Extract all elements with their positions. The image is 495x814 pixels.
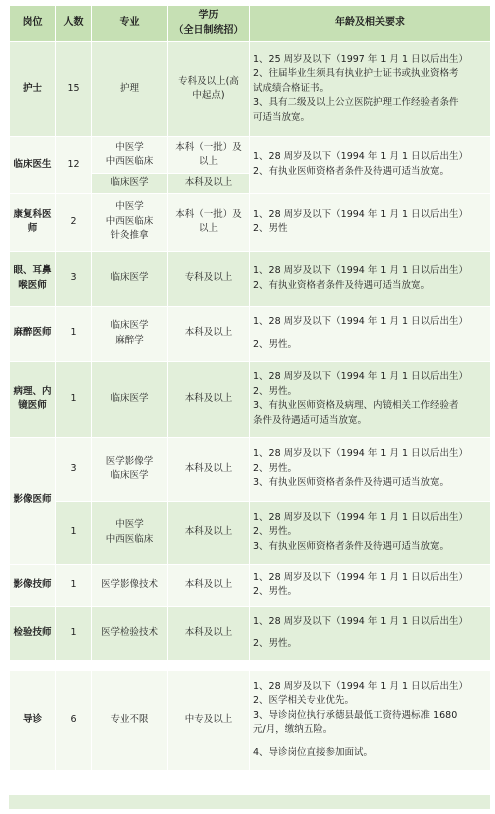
requirements-cell bbox=[250, 564, 491, 606]
count-cell: 1 bbox=[56, 361, 92, 437]
requirement-line: 1、28 周岁及以下（1994 年 1 月 1 日以后出生） bbox=[253, 316, 469, 327]
major-cell bbox=[92, 42, 168, 137]
requirement-line: 1、28 周岁及以下（1994 年 1 月 1 日以后出生） bbox=[253, 265, 469, 276]
post-cell: 病理、内镜医师 bbox=[10, 361, 56, 437]
major-cell bbox=[92, 251, 168, 306]
requirement-line: 条件及待遇适可适当放宽。 bbox=[253, 414, 368, 426]
education-line: 专科及以上 bbox=[184, 272, 233, 284]
requirement-line: 1、25 周岁及以下（1997 年 1 月 1 日以后出生） bbox=[253, 53, 469, 65]
major-line: 临床医学 bbox=[110, 272, 149, 284]
header-education bbox=[168, 6, 250, 42]
education-line: 以上 bbox=[198, 156, 218, 167]
major-line: 中西医临床 bbox=[105, 533, 154, 545]
table-row bbox=[10, 501, 491, 564]
major-line: 麻醉学 bbox=[115, 334, 144, 346]
requirement-line: 2、有执业资格者条件及待遇可适当放宽。 bbox=[253, 279, 431, 291]
education-cell bbox=[168, 670, 250, 770]
post-cell: 影像技师 bbox=[10, 564, 56, 606]
requirement-line: 3、有执业医师资格及病理、内镜相关工作经验者 bbox=[253, 400, 459, 411]
requirement-line: 3、具有二级及以上公立医院护理工作经验者条件 bbox=[253, 97, 459, 109]
education-cell bbox=[168, 174, 250, 194]
table-row bbox=[10, 137, 491, 174]
major-line: 临床医学 bbox=[110, 470, 149, 481]
major-cell bbox=[92, 564, 168, 606]
post-cell: 护士 bbox=[10, 42, 56, 137]
requirement-line: 2、往届毕业生须具有执业护士证书或执业资格考 bbox=[253, 68, 459, 80]
education-line: 中专及以上 bbox=[184, 713, 233, 725]
requirements-cell bbox=[250, 193, 491, 251]
major-cell bbox=[92, 361, 168, 437]
requirement-line: 2、男性 bbox=[253, 223, 288, 234]
major-cell bbox=[92, 137, 168, 174]
requirements-cell bbox=[250, 137, 491, 194]
requirement-line: 1、28 周岁及以下（1994 年 1 月 1 日以后出生） bbox=[253, 571, 469, 583]
education-line: 本科及以上 bbox=[184, 327, 233, 339]
table-row bbox=[10, 306, 491, 361]
post-cell: 麻醉医师 bbox=[10, 306, 56, 361]
requirement-line: 3、有执业医师资格者条件及待遇可适当放宽。 bbox=[253, 477, 450, 489]
count-cell: 15 bbox=[56, 42, 92, 137]
education-cell bbox=[168, 193, 250, 251]
table-row bbox=[10, 670, 491, 770]
count-cell: 6 bbox=[56, 670, 92, 770]
table-row bbox=[10, 564, 491, 606]
education-cell bbox=[168, 606, 250, 660]
requirements-cell bbox=[250, 306, 491, 361]
post-cell: 检验技师 bbox=[10, 606, 56, 660]
post-cell: 康复科医师 bbox=[10, 193, 56, 251]
requirement-line: 4、导诊岗位直接参加面试。 bbox=[253, 746, 374, 758]
education-line: 以上 bbox=[198, 223, 218, 234]
requirements-cell bbox=[250, 606, 491, 660]
line-gap bbox=[253, 629, 487, 637]
requirement-line: 1、28 周岁及以下（1994 年 1 月 1 日以后出生） bbox=[253, 615, 469, 627]
header-major: 专业 bbox=[92, 6, 168, 42]
header-education-line: 学历 bbox=[198, 10, 219, 21]
major-line: 医学影像学 bbox=[105, 455, 154, 467]
header-post: 岗位 bbox=[10, 6, 56, 42]
requirement-line: 1、28 周岁及以下（1994 年 1 月 1 日以后出生） bbox=[253, 151, 469, 163]
education-line: 本科及以上 bbox=[184, 526, 233, 538]
major-cell bbox=[92, 174, 168, 194]
table-row bbox=[10, 361, 491, 437]
education-line: 本科及以上 bbox=[184, 462, 233, 474]
major-line: 护理 bbox=[119, 82, 139, 94]
header-education-line: （全日制统招） bbox=[173, 24, 244, 36]
table-row bbox=[10, 251, 491, 306]
requirement-line: 1、28 周岁及以下（1994 年 1 月 1 日以后出生） bbox=[253, 371, 469, 382]
requirements-cell bbox=[250, 42, 491, 137]
recruitment-table bbox=[9, 5, 491, 771]
count-cell: 3 bbox=[56, 251, 92, 306]
education-line: 专科及以上(高 bbox=[178, 75, 239, 87]
requirements-cell bbox=[250, 501, 491, 564]
major-line: 针灸推拿 bbox=[110, 230, 149, 242]
requirement-line: 元/月，缴纳五险。 bbox=[253, 724, 333, 736]
major-line: 中医学 bbox=[115, 141, 144, 153]
major-cell bbox=[92, 606, 168, 660]
table-row bbox=[10, 42, 491, 137]
requirement-line: 2、男性。 bbox=[253, 462, 298, 474]
requirement-line: 试成绩合格证书。 bbox=[253, 82, 330, 94]
post-cell: 临床医生 bbox=[10, 137, 56, 194]
requirements-cell bbox=[250, 361, 491, 437]
major-line: 临床医学 bbox=[110, 177, 149, 188]
requirement-line: 2、男性。 bbox=[253, 638, 298, 649]
count-cell: 12 bbox=[56, 137, 92, 194]
count-cell: 1 bbox=[56, 501, 92, 564]
requirement-line: 1、28 周岁及以下（1994 年 1 月 1 日以后出生） bbox=[253, 511, 469, 523]
requirement-line: 可适当放宽。 bbox=[253, 111, 311, 123]
major-line: 医学影像技术 bbox=[100, 578, 158, 590]
education-line: 中起点) bbox=[192, 90, 225, 101]
education-line: 本科及以上 bbox=[184, 578, 233, 590]
education-cell bbox=[168, 42, 250, 137]
education-cell bbox=[168, 137, 250, 174]
header-row bbox=[10, 6, 491, 42]
major-line: 临床医学 bbox=[110, 392, 149, 404]
education-line: 本科（一批）及 bbox=[175, 208, 242, 220]
major-line: 专业不限 bbox=[110, 713, 149, 725]
major-cell bbox=[92, 670, 168, 770]
major-line: 中西医临床 bbox=[105, 156, 154, 167]
line-gap bbox=[253, 738, 487, 746]
requirements-cell bbox=[250, 437, 491, 501]
requirement-line: 2、男性。 bbox=[253, 385, 298, 397]
education-line: 本科及以上 bbox=[184, 392, 233, 404]
major-line: 中医学 bbox=[115, 519, 144, 530]
requirement-line: 1、28 周岁及以下（1994 年 1 月 1 日以后出生） bbox=[253, 448, 469, 460]
header-requirements: 年龄及相关要求 bbox=[250, 6, 491, 42]
post-cell: 眼、耳鼻喉医师 bbox=[10, 251, 56, 306]
post-cell: 影像医师 bbox=[10, 437, 56, 564]
major-cell bbox=[92, 501, 168, 564]
major-cell bbox=[92, 437, 168, 501]
line-gap bbox=[253, 330, 487, 338]
major-cell bbox=[92, 193, 168, 251]
spacer-row bbox=[10, 660, 491, 670]
education-cell bbox=[168, 437, 250, 501]
major-line: 中医学 bbox=[115, 201, 144, 213]
requirement-line: 2、男性。 bbox=[253, 338, 298, 350]
education-line: 本科（一批）及 bbox=[175, 141, 242, 153]
requirements-cell bbox=[250, 670, 491, 770]
count-cell: 2 bbox=[56, 193, 92, 251]
major-line: 临床医学 bbox=[110, 320, 149, 331]
education-cell bbox=[168, 564, 250, 606]
count-cell: 3 bbox=[56, 437, 92, 501]
education-cell bbox=[168, 306, 250, 361]
requirements-cell bbox=[250, 251, 491, 306]
requirement-line: 3、有执业医师资格者条件及待遇可适当放宽。 bbox=[253, 540, 450, 552]
post-cell: 导诊 bbox=[10, 670, 56, 770]
requirement-line: 2、医学相关专业优先。 bbox=[253, 695, 355, 707]
education-cell bbox=[168, 361, 250, 437]
major-cell bbox=[92, 306, 168, 361]
education-cell bbox=[168, 501, 250, 564]
requirement-line: 2、男性。 bbox=[253, 526, 298, 538]
count-cell: 1 bbox=[56, 564, 92, 606]
major-line: 医学检验技术 bbox=[100, 626, 158, 638]
education-cell bbox=[168, 251, 250, 306]
education-line: 本科及以上 bbox=[184, 626, 233, 638]
table-footer-strip bbox=[9, 795, 490, 809]
requirement-line: 1、28 周岁及以下（1994 年 1 月 1 日以后出生） bbox=[253, 208, 469, 220]
table-row bbox=[10, 606, 491, 660]
header-count: 人数 bbox=[56, 6, 92, 42]
table-row bbox=[10, 193, 491, 251]
requirement-line: 1、28 周岁及以下（1994 年 1 月 1 日以后出生） bbox=[253, 680, 469, 692]
requirement-line: 3、导诊岗位执行承德县最低工资待遇标准 1680 bbox=[253, 709, 458, 721]
requirement-line: 2、有执业医师资格者条件及待遇可适当放宽。 bbox=[253, 165, 450, 177]
count-cell: 1 bbox=[56, 306, 92, 361]
count-cell: 1 bbox=[56, 606, 92, 660]
table-row bbox=[10, 437, 491, 501]
major-line: 中西医临床 bbox=[105, 215, 154, 227]
education-line: 本科及以上 bbox=[184, 177, 233, 188]
requirement-line: 2、男性。 bbox=[253, 586, 298, 597]
